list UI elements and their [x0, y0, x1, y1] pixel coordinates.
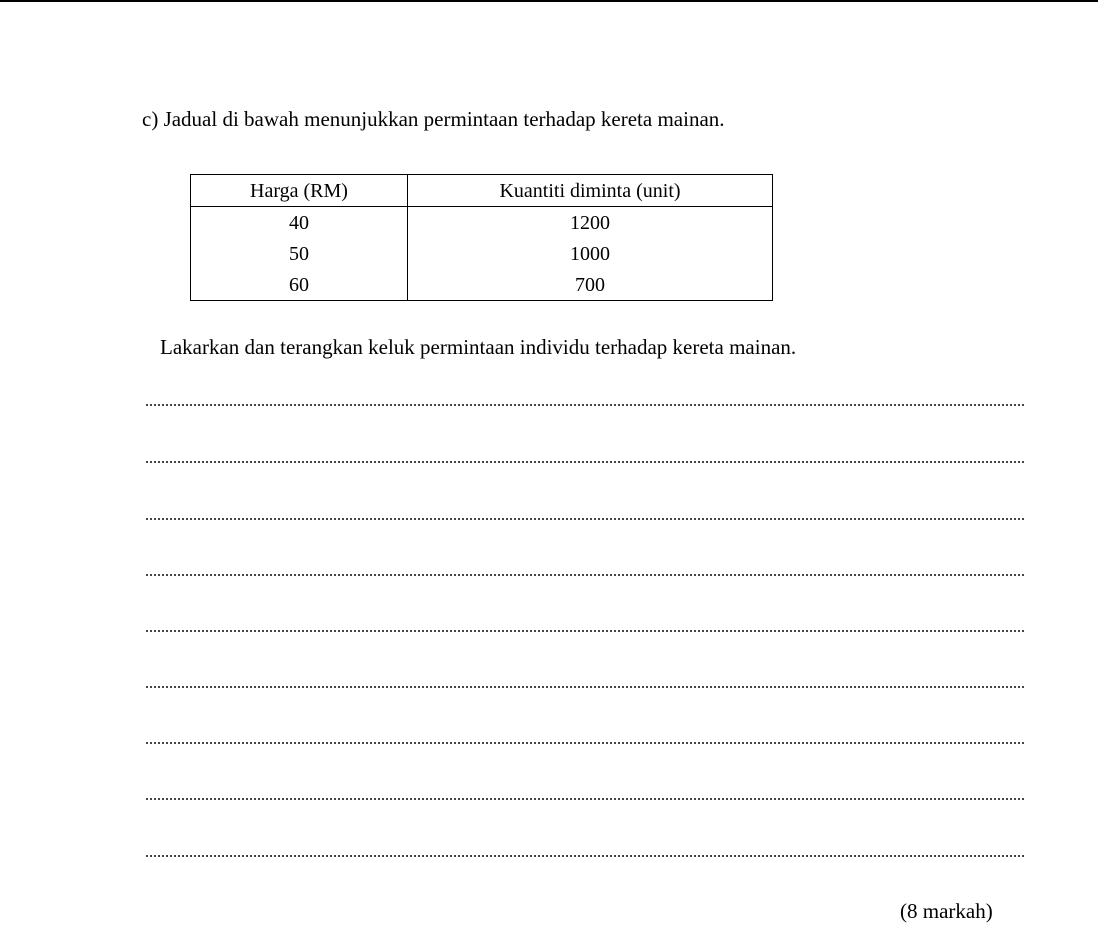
answer-line[interactable]	[146, 574, 1024, 576]
answer-line[interactable]	[146, 461, 1024, 463]
demand-table	[190, 174, 773, 301]
question-text: c) Jadual di bawah menunjukkan permintaan terhadap kereta mainan.	[142, 107, 725, 131]
table-row	[191, 238, 773, 269]
answer-line[interactable]	[146, 855, 1024, 857]
table-row	[191, 269, 773, 301]
cell-price: 50	[191, 238, 408, 269]
cell-price: 60	[191, 269, 408, 301]
answer-line[interactable]	[146, 798, 1024, 800]
answer-line[interactable]	[146, 518, 1024, 520]
cell-price: 40	[191, 207, 408, 239]
table-row	[191, 207, 773, 239]
table-header-row	[191, 175, 773, 207]
header-quantity: Kuantiti diminta (unit)	[408, 175, 773, 207]
instruction-text: Lakarkan dan terangkan keluk permintaan individu terhadap kereta mainan.	[160, 335, 797, 359]
cell-quantity: 1000	[408, 238, 773, 269]
cell-quantity: 1200	[408, 207, 773, 239]
cell-quantity: 700	[408, 269, 773, 301]
marks-label: (8 markah)	[900, 899, 993, 923]
answer-line[interactable]	[146, 404, 1024, 406]
answer-line[interactable]	[146, 742, 1024, 744]
answer-line[interactable]	[146, 630, 1024, 632]
top-rule	[0, 0, 1098, 2]
header-price: Harga (RM)	[191, 175, 408, 207]
answer-line[interactable]	[146, 686, 1024, 688]
